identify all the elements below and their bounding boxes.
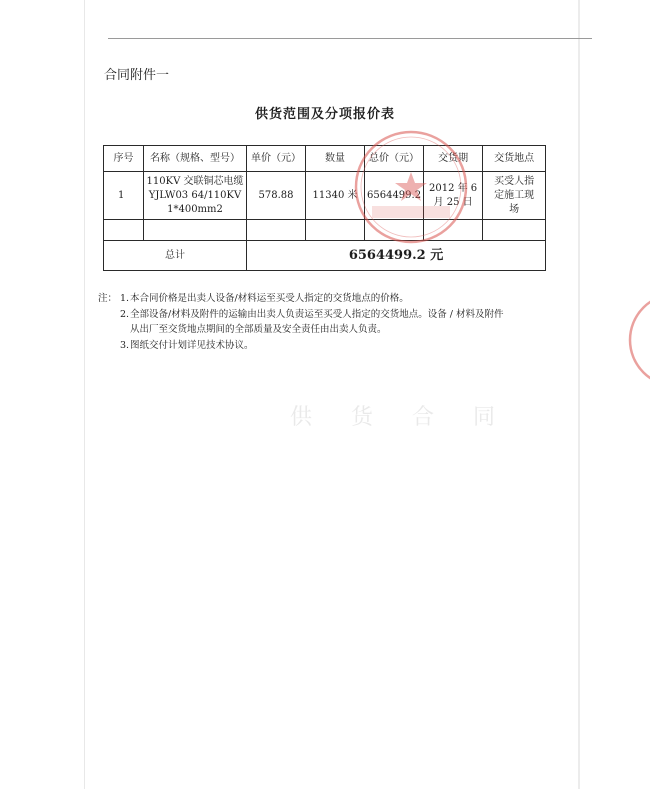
header-cell: 数量 <box>306 146 365 172</box>
table-header-row <box>104 146 546 172</box>
annex-label: 合同附件一 <box>104 68 170 83</box>
edge-seal <box>626 290 650 390</box>
note-text: 图纸交付计划详见技术协议。 <box>130 339 254 351</box>
note-item <box>98 338 503 354</box>
note-item <box>98 307 503 338</box>
delivery-place-line: 场 <box>509 203 520 215</box>
note-item <box>98 291 503 307</box>
header-cell: 名称（规格、型号） <box>144 146 247 172</box>
note-number: 3. <box>120 339 130 351</box>
notes-prefix: 注： <box>98 293 118 304</box>
delivery-place-line: 买受人指 <box>494 175 535 187</box>
note-text: 本合同价格是出卖人设备/材料运至买受人指定的交货地点的价格。 <box>130 293 409 304</box>
quotation-table <box>103 145 546 271</box>
table-total-row <box>104 241 546 271</box>
document-title: 供货范围及分项报价表 <box>254 107 395 122</box>
header-rule <box>108 38 592 39</box>
item-name-line: 110KV 交联铜芯电缆 <box>146 175 244 187</box>
notes-section <box>98 291 503 353</box>
item-name-line: 1*400mm2 <box>167 203 223 215</box>
total-value: 6564499.2 元 <box>247 241 546 271</box>
header-cell: 单价（元） <box>247 146 306 172</box>
header-cell: 交货期 <box>424 146 483 172</box>
item-name-line: YJLW03 64/110KV <box>148 189 242 201</box>
header-cell: 总价（元） <box>365 146 424 172</box>
quantity: 11340 米 <box>306 172 365 220</box>
bleed-through-mark: 供 货 合 同 <box>290 405 511 430</box>
table-row-empty <box>104 220 546 241</box>
note-text: 从出厂至交货地点期间的全部质量及安全责任由出卖人负责。 <box>130 324 387 335</box>
row-number: 1 <box>104 172 144 220</box>
header-cell: 序号 <box>104 146 144 172</box>
company-seal <box>352 128 470 246</box>
delivery-date-line: 2012 年 6 <box>428 182 478 194</box>
item-name-cell <box>144 172 247 220</box>
line-total: 6564499.2 <box>365 172 424 220</box>
note-number: 1. <box>120 293 130 304</box>
note-text: 全部设备/材料及附件的运输由出卖人负责运至买受人指定的交货地点。设备 / 材料及附件 <box>130 308 504 320</box>
delivery-place-cell <box>483 172 546 220</box>
delivery-place-line: 定施工现 <box>494 189 535 201</box>
header-cell: 交货地点 <box>483 146 546 172</box>
note-number: 2. <box>120 308 130 320</box>
unit-price: 578.88 <box>247 172 306 220</box>
delivery-date-line: 月 25 日 <box>433 196 473 208</box>
total-label: 总计 <box>104 241 247 271</box>
table-row <box>104 172 546 220</box>
